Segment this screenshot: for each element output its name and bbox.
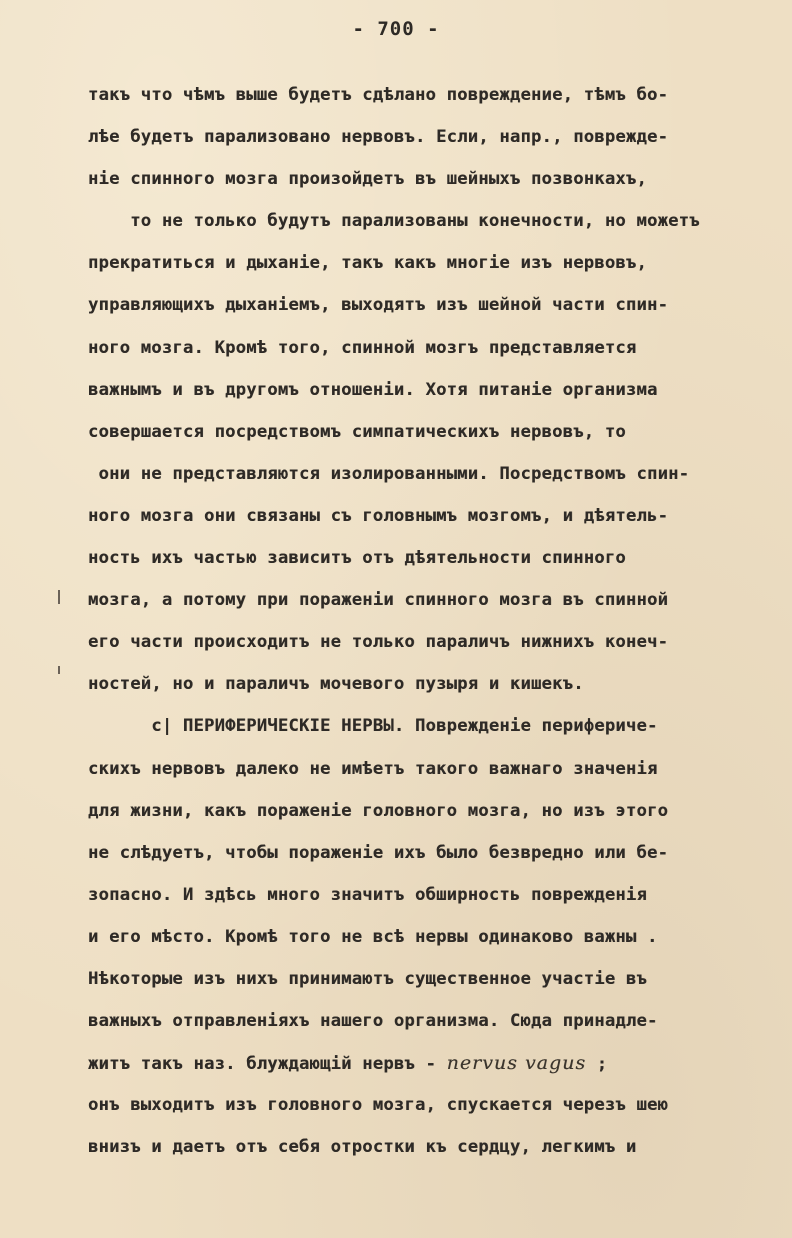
text-line: внизъ и даетъ отъ себя отростки къ сердцу, легкимъ и xyxy=(88,1137,637,1158)
text-line: Нѣкоторые изъ нихъ принимаютъ существенное участіе въ xyxy=(88,968,648,989)
text-line: ность ихъ частью зависитъ отъ дѣятельности спинного xyxy=(88,548,626,569)
section-heading-line: с| ПЕРИФЕРИЧЕСКІЕ НЕРВЫ. Поврежденіе перифериче- xyxy=(88,716,658,737)
text-line: для жизни, какъ пораженіе головного мозга, но изъ этого xyxy=(88,800,669,821)
text-line: совершается посредствомъ симпатическихъ нервовъ, то xyxy=(88,421,626,442)
text-line: важныхъ отправленіяхъ нашего организма. Сюда принадле- xyxy=(88,1011,658,1032)
text-line: его части происходитъ не только параличъ нижнихъ конеч- xyxy=(88,632,669,653)
page-number: - 700 - xyxy=(352,18,440,40)
text-line: лѣе будетъ парализовано нервовъ. Если, напр., поврежде- xyxy=(88,127,669,148)
text-line: зопасно. И здѣсь много значитъ обширность поврежденія xyxy=(88,884,648,905)
typed-segment-end: ; xyxy=(586,1054,608,1075)
text-line: онъ выходитъ изъ головного мозга, спускается черезъ шею xyxy=(88,1095,669,1116)
text-line: важнымъ и въ другомъ отношеніи. Хотя питаніе организма xyxy=(88,379,658,400)
handwritten-annotation: nervus vagus xyxy=(446,1052,587,1075)
text-line: и его мѣсто. Кромѣ того не всѣ нервы одинаково важны . xyxy=(88,926,658,947)
text-line: ного мозга. Кромѣ того, спинной мозгъ представляется xyxy=(88,337,637,358)
text-line: мозга, а потому при пораженіи спинного мозга въ спинной xyxy=(88,590,669,611)
typed-segment: житъ такъ наз. блуждающій нервъ - xyxy=(88,1054,447,1075)
margin-mark xyxy=(58,666,60,674)
text-line: то не только будутъ парализованы конечности, но можетъ xyxy=(88,211,700,232)
text-line: они не представляются изолированными. Посредствомъ спин- xyxy=(88,463,690,484)
body-text xyxy=(88,80,788,1174)
margin-mark xyxy=(58,590,60,604)
text-line: такъ что чѣмъ выше будетъ сдѣлано повреждение, тѣмъ бо- xyxy=(88,85,669,105)
text-line: скихъ нервовъ далеко не имѣетъ такого важнаго значенія xyxy=(88,758,658,779)
text-line: прекратиться и дыханіе, такъ какъ многіе изъ нервовъ, xyxy=(88,253,648,274)
text-line: ніе спинного мозга произойдетъ въ шейныхъ позвонкахъ, xyxy=(88,169,648,190)
text-line: управляющихъ дыханіемъ, выходятъ изъ шейной части спин- xyxy=(88,295,669,316)
text-line: ностей, но и параличъ мочевого пузыря и кишекъ. xyxy=(88,674,584,695)
text-line: ного мозга они связаны съ головнымъ мозгомъ, и дѣятель- xyxy=(88,505,669,526)
text-line: не слѣдуетъ, чтобы пораженіе ихъ было безвредно или бе- xyxy=(88,842,669,863)
text-line-with-handwriting xyxy=(88,1048,788,1090)
